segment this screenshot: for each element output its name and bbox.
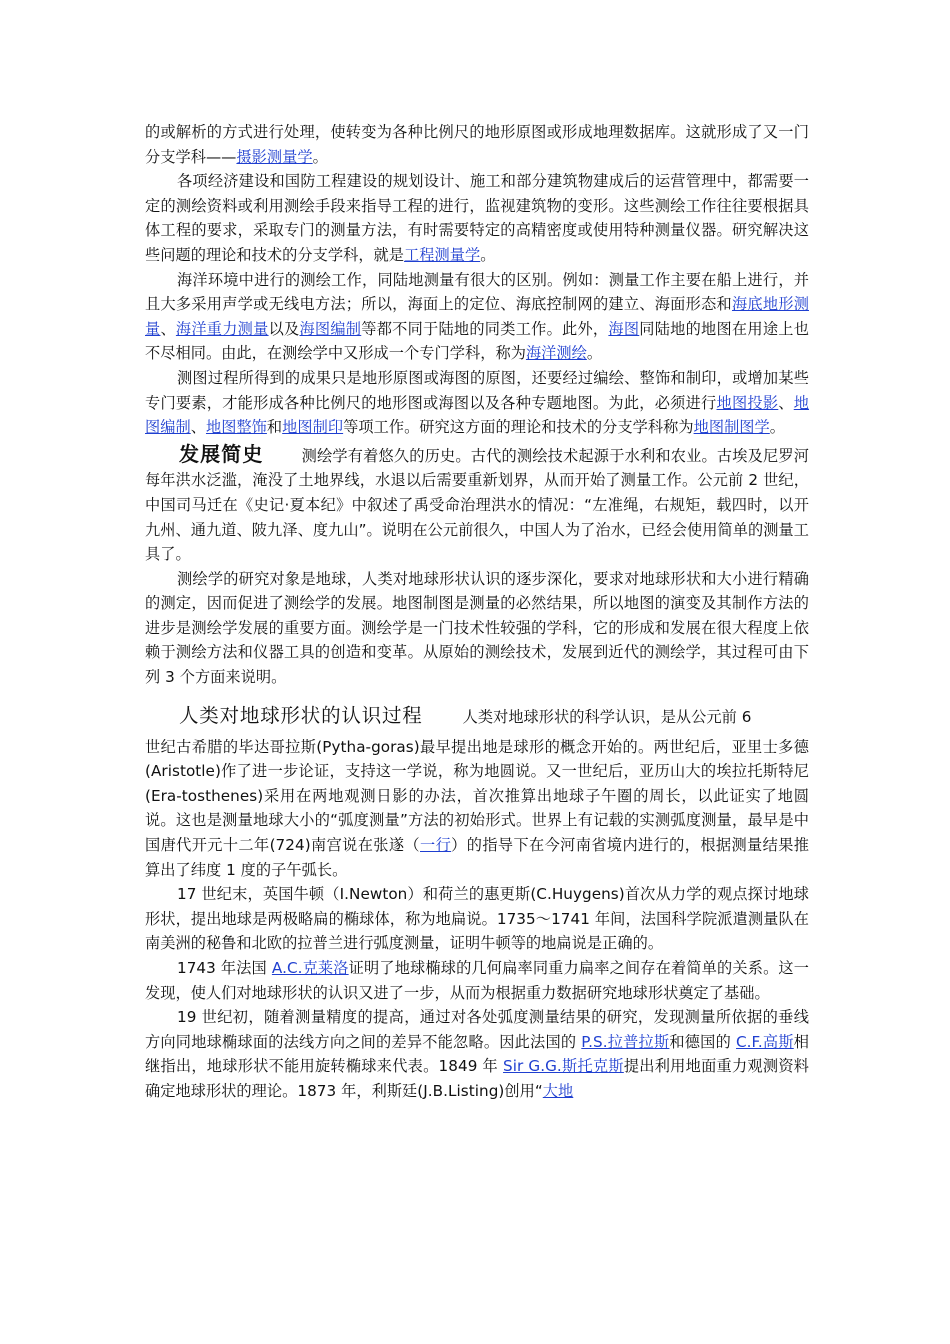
section-heading-history: 发展简史	[179, 441, 264, 466]
paragraph-ancient-greece	[145, 735, 809, 883]
link-map-compilation[interactable]: 地图编制	[145, 393, 809, 437]
paragraph-text: 。	[312, 147, 328, 166]
paragraph-text: 。	[480, 245, 496, 264]
paragraph-text: 人类对地球形状的科学认识，是从公元前 6	[462, 707, 752, 726]
link-stokes[interactable]: Sir G.G.斯托克斯	[503, 1057, 624, 1076]
paragraph-text: 等都不同于陆地的同类工作。此外，	[361, 319, 609, 338]
paragraph-text: 。	[586, 344, 603, 363]
paragraph-text: 相继指出，地球形状不能用旋转椭球来代表。1849 年	[145, 1032, 809, 1076]
paragraph-text: 17 世纪末，英国牛顿（I.Newton）和荷兰的惠更斯(C.Huygens)首次从力学的观点探讨地球形状，提出地球是两极略扁的椭球体，称为地扁说。1735～1741 年间，法国科学院派遣测量队在南美洲的秘鲁和北欧的拉普兰进行弧度测量，证明牛顿等的地扁说是正确的。	[145, 885, 809, 953]
paragraph-text: 同陆地的地图在用途上也不尽相同。由此，在测绘学中又形成一个专门学科，称为	[145, 319, 809, 363]
paragraph-history	[145, 442, 809, 567]
paragraph-19th-century	[145, 1005, 809, 1103]
link-marine-gravity[interactable]: 海洋重力测量	[175, 319, 269, 338]
paragraph-text: 。	[769, 418, 786, 437]
link-chart-compilation[interactable]: 海图编制	[299, 319, 362, 338]
paragraph-text: 19 世纪初，随着测量精度的提高，通过对各处弧度测量结果的研究，发现测量所依据的垂线方向同地球椭球面的法线方向之间的差异不能忽略。因此法国的	[145, 1008, 809, 1051]
paragraph-text: 各项经济建设和国防工程建设的规划设计、施工和部分建筑物建成后的运营管理中，都需要一定的测绘资料或利用测绘手段来指导工程的进行，监视建筑物的变形。这些测绘工作往往要根据具体工程的要求，采取专门的测量方法，有时需要特定的高精密度或使用特种测量仪器。研究解决这些问题的理论和技术的分支学科，就是	[145, 172, 809, 264]
paragraph-marine-survey	[145, 268, 809, 366]
paragraph-text: 以及	[268, 319, 300, 338]
paragraph-text: 、	[160, 319, 176, 338]
paragraph-text: 、	[190, 418, 206, 437]
paragraph-text: 海洋环境中进行的测绘工作，同陆地测量有很大的区别。例如：测量工作主要在船上进行，并且大多采用声学或无线电方法；所以，海面上的定位、海底控制网的建立、海面形态和	[145, 270, 809, 314]
document-page	[145, 120, 809, 1104]
link-yixing[interactable]: 一行	[420, 836, 452, 855]
link-map-projection[interactable]: 地图投影	[716, 393, 779, 412]
paragraph-text: 的或解析的方式进行处理，使转变为各种比例尺的地形原图或形成地理数据库。这就形成了又一门分支学科——	[145, 123, 809, 166]
link-photogrammetry[interactable]: 摄影测量学	[236, 147, 313, 166]
paragraph-research-object	[145, 567, 809, 690]
paragraph-text: 提出利用地面重力观测资料确定地球形状的理论。1873 年，利斯廷(J.B.Listing)创用“	[145, 1057, 810, 1100]
paragraph-text: 证明了地球椭球的几何扁率同重力扁率之间存在着简单的关系。这一发现，使人们对地球形状的认识又进了一步，从而为根据重力数据研究地球形状奠定了基础。	[145, 959, 810, 1002]
paragraph-text: 测绘学有着悠久的历史。古代的测绘技术起源于水利和农业。古埃及尼罗河每年洪水泛滥，淹没了土地界线，水退以后需要重新划界，从而开始了测量工作。公元前 2 世纪，中国司马迁在《史记·夏本纪》中叙述了禹受命治理洪水的情况：“左准绳，右规矩，载四时，以开九州、通九道、陂九泽、度九山”。说明在公元前很久，中国人为了治水，已经会使用简单的测量工具了。	[145, 446, 809, 564]
link-clairaut[interactable]: A.C.克莱洛	[271, 959, 349, 977]
paragraph-text: 和	[266, 418, 283, 437]
paragraph-newton	[145, 882, 809, 956]
link-laplace[interactable]: P.S.拉普拉斯	[581, 1032, 670, 1051]
link-cartography[interactable]: 地图制图学	[693, 418, 770, 437]
link-engineering-survey[interactable]: 工程测量学	[404, 245, 481, 264]
paragraph-engineering-survey	[145, 169, 809, 267]
link-map-finishing[interactable]: 地图整饰	[205, 418, 267, 437]
link-map-printing[interactable]: 地图制印	[282, 418, 344, 437]
paragraph-text: 等项工作。研究这方面的理论和技术的分支学科称为	[343, 418, 694, 437]
paragraph-text: ）的指导下在今河南省境内进行的，根据测量结果推算出了纬度 1 度的子午弧长。	[145, 836, 809, 879]
paragraph-text: 1743 年法国	[177, 959, 272, 977]
link-gauss[interactable]: C.F.高斯	[736, 1032, 794, 1051]
link-marine-surveying[interactable]: 海洋测绘	[525, 344, 587, 363]
paragraph-clairaut	[145, 956, 809, 1005]
paragraph-text: 、	[778, 393, 794, 412]
paragraph-text: 测绘学的研究对象是地球，人类对地球形状认识的逐步深化，要求对地球形状和大小进行精确的测定，因而促进了测绘学的发展。地图制图是测量的必然结果，所以地图的演变及其制作方法的进步是测绘学发展的重要方面。测绘学是一门技术性较强的学科，它的形成和发展在很大程度上依赖于测绘方法和仪器工具的创造和变革。从原始的测绘技术，发展到近代的测绘学，其过程可由下列 3 个方面来说明。	[145, 569, 809, 687]
paragraph-earth-shape-heading	[145, 698, 809, 735]
paragraph-photogrammetry	[145, 120, 809, 169]
link-seabed-topography[interactable]: 海底地形测量	[145, 295, 810, 338]
paragraph-text: 和德国的	[669, 1032, 737, 1051]
paragraph-text: 测图过程所得到的成果只是地形原图或海图的原图，还要经过编绘、整饰和制印，或增加某些专门要素，才能形成各种比例尺的地形图或海图以及各种专题地图。为此，必须进行	[145, 368, 809, 412]
link-geoid[interactable]: 大地	[542, 1081, 574, 1100]
section-heading-earth-shape: 人类对地球形状的认识过程	[179, 703, 423, 727]
paragraph-cartography	[145, 366, 809, 440]
link-nautical-chart[interactable]: 海图	[608, 319, 640, 338]
paragraph-text: 世纪古希腊的毕达哥拉斯(Pytha-goras)最早提出地是球形的概念开始的。两世纪后，亚里士多德(Aristotle)作了进一步论证，支持这一学说，称为地圆说。又一世纪后，亚历山大的埃拉托斯特尼 (Era-tosthenes)采用在两地观测日影的办法，首次推算出地球子午圈的周长，以此证实了地圆说。这也是测量地球大小的“弧度测量”方法的初始形式。世界上有记载的实测弧度测量，最早是中国唐代开元十二年(724)南宫说在张遂（	[145, 737, 809, 855]
